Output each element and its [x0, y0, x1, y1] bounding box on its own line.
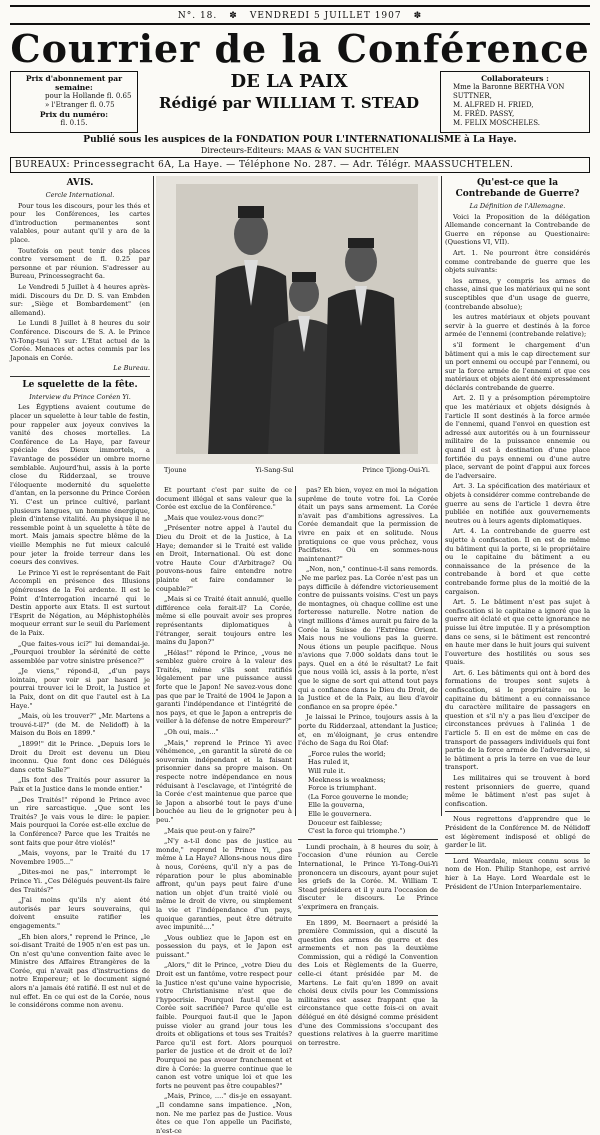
- paragraph: „1899!" dit le Prince. „Depuis lors le Droit du Droit est devenu un Dieu inconnu. Que font donc ces Délégués dans cette Salle?": [10, 740, 150, 774]
- paragraph: s'il forment le chargement d'un bâtiment qui a mis le cap directement sur un port ennemi ou occupé par l'ennemi, ou sur la force armée de l'ennemi et que ces matériaux et objets aient été expressément déclarés contrebande de guerre.: [445, 340, 591, 392]
- paragraph: Les Égyptiens avaient coutume de placer un squelette à leur table de festin, pour rappeler aux joyeux convives la vanité des choses mortelles. La Conférence de La Haye, par faveur spéciale des Dieux immortels, a l'avantage de posséder un ombre morne semblable. Aujourd'hui, assis à la porte close du Ridderzaal, se trouve l'éloquente modernité du squelette d'antan, en la personne du Prince Coréen Yi. C'est un prince cultivé, parlant plusieurs langues, un homme énergique, plein d'intense vitalité. Au physique il ne ressemble point à un squelette à tête de mort. Mais jamais spectre blême de la vieille Memphis ne fut mieux calculé pour jeter la froide terreur dans les coeurs des convives.: [10, 403, 150, 567]
- paragraph: Le Vendredi 5 Juillet à 4 heures après-midi. Discours du Dr. D. S. van Embden sur: „Siège et Bombardement" (en allemand).: [10, 282, 150, 317]
- paragraph: Les militaires qui se trouvent à bord restent prisonniers de guerre, quand même le bâtiment n'est pas sujet à confiscation.: [445, 774, 590, 808]
- column-4: [445, 176, 591, 891]
- poem-line: Meekness is weakness;: [308, 775, 386, 784]
- portrait-photo: [156, 176, 438, 464]
- poem-line: Will rule it.: [308, 767, 346, 775]
- column-2: [156, 486, 292, 1135]
- masthead-center: [138, 71, 440, 133]
- column-1: [10, 176, 150, 1010]
- paragraph: les autres matériaux et objets pouvant servir à la guerre et destinés à la force armée de l'ennemi (contrebande relative);: [445, 313, 590, 339]
- poem-line: Force is triumphant.: [308, 784, 377, 793]
- price-abroad: » l'Etranger fl. 0.75: [45, 101, 115, 109]
- caption-middle: Yi-Sang-Sul: [255, 466, 294, 474]
- paragraph: „N'y a-t-il donc pas de justice au monde," reprend le Prince Yi, „pas même à La Haye? Allons-nous nous dire à nous, Coréens, qu'il n'y a pas de réparation pour le plus abominable affront, qu'un pays peut faire d'une nation un objet d'un traité violé ou même le droit de vivre, ou simplement la vie et l'indépendance d'un pays, quoique garanties, peut être détruite avec impunité....": [156, 837, 292, 932]
- paragraph: „Mais, voyons, par le Traité du 17 Novembre 1905...": [10, 849, 150, 866]
- paragraph: En 1899, M. Beernaert a présidé la première Commission, qui a discuté la question des armes de guerre et des armements et non pas la deuxième Commission, qui a rédigé la Convention des Lois et Règlements de la Guerre, celle-ci étant présidée par M. de Martens. Le fait qu'en 1899 on avait choisi deux civils pour les Commissions militaires est assez frappant que la circonstance que cette fois-ci on avait délégué en été désigné comme président d'une des Commissions s'occupant des questions relatives à la guerre maritime on terrestre.: [298, 918, 438, 1047]
- ornament: ✽: [413, 11, 423, 21]
- article-title: Qu'est-ce que la Contrebande de Guerre?: [455, 178, 580, 199]
- offices-bar: BUREAUX: Princessegracht 6A, La Haye. — Téléphone No. 287. — Adr. Télégr. MAASSUCHTELEN.: [10, 157, 590, 173]
- collaborator: M. ALFRED H. FRIED,: [453, 101, 534, 109]
- paragraph: Le Prince Yi est le représentant de Fait Accompli en présence des Illusions généreuses de la Foi ardente. Il est le Point d'Interrogation incarné qui le Destin apporte aux Etats. Il est surtout l'Esprit de Négation, au Méphistophélès moqueur errant sur le seuil du Parlement de la Paix.: [10, 568, 150, 637]
- paragraph: Art. 1. Ne pourront être considérés comme contrebande de guerre que les objets suivants:: [445, 248, 590, 275]
- issue-number: N°. 18.: [177, 11, 218, 21]
- single-price-heading: Prix du numéro:: [39, 110, 109, 119]
- paragraph: les armes, y compris les armes de chasse, ainsi que les matériaux qui ne sont susceptibles que d'un usage de guerre, (contrebande absolue);: [445, 276, 590, 311]
- avis-title: AVIS.: [66, 178, 94, 188]
- paragraph: „Non, non," continue-t-il sans remords. „Ne me parlez pas. La Corée n'est pas un pays difficile à défendre victorieusement contre de puissants voisins. C'est un pays de montagnes, où chaque colline est une forteresse naturelle. Notre nation de vingt millions d'âmes aurait pu faire de la Corée la Suisse de l'Extrême Orient. Mais nous ne voulions pas la guerre. Nous étions un peuple pacifique. Nous n'avions que 7.000 soldats dans tout le pays. Quel en a été le résultat? Le fait que nous voilà ici, assis à la porte, n'est que le signe de sort qui attend tout pays qui a confiance dans le Dieu du Droit, de la Justice et de la Paix, au lieu d'avoir confiance en sa propre épée.": [298, 565, 438, 711]
- paragraph: „Des Traités!" répond le Prince avec un rire sarcastique. „Que sont les Traités? Je vais vous le dire: le papier. Mais pourquoi la Corée est-elle exclue de la Conférence? Parce que les Traités ne sont faits que pour être violés!": [10, 795, 150, 847]
- newspaper-subtitle: DE LA PAIX: [230, 71, 348, 92]
- caption-right: Prince Tjiong-Oui-Yi.: [362, 466, 430, 474]
- avis-subtitle: Cercle International.: [45, 191, 115, 199]
- photo-block: [156, 176, 438, 476]
- columns: [10, 176, 591, 1135]
- paragraph: Lundi prochain, à 8 heures du soir, à l'occasion d'une réunion au Cercle International, le Prince Yi-Tong-Oui-Yi prononcera un discours, ayant pour sujet les griefs de la Corée. M. William T. Stead présidera et il y aura l'occasion de discuter le discours. Le Prince s'exprimera en français.: [298, 842, 438, 911]
- single-price: fl. 0.15.: [60, 119, 88, 127]
- paragraph: Et pourtant c'est par suite de ce document illégal et sans valeur que la Corée est exclue de la Conférence.": [156, 486, 292, 512]
- masthead-subrow: [10, 71, 590, 133]
- paragraph: „Eh bien alors," reprend le Prince, „le soi-disant Traité de 1905 n'en est pas un. On n'est qu'une convention faite avec le Ministre des Affaires Étrangères de la Corée, qui n'avait pas d'instructions de notre Empereur; et le document signé alors n'a jamais été ratifié. Il est nul et de nul effet. En ce qui est de la Corée, nous le considérons comme non avenu.: [10, 932, 150, 1010]
- price-holland: pour la Hollande fl. 0.65: [45, 92, 132, 100]
- paragraph: Lord Weardale, mieux connu sous le nom de Hon. Philip Stanhope, est arrivé hier à La Haye. Lord Weardale est le Président de l'Union Interparlementaire.: [445, 856, 590, 891]
- paragraph: „Que faites-vous ici?" lui demandai-je. „Pourquoi troubler la sérénité de cette assemblée par votre sinistre présence?": [10, 639, 150, 665]
- article-subtitle: Interview du Prince Coréen Yi.: [29, 392, 131, 401]
- editor-line: Rédigé par WILLIAM T. STEAD: [159, 94, 419, 112]
- collaborators-box: [440, 71, 590, 133]
- paragraph: „Ils font des Traités pour assurer la Paix et la Justice dans le monde entier.": [10, 776, 150, 793]
- poem-line: Has ruled it,: [308, 758, 350, 767]
- poem-line: Douceur est faiblesse;: [308, 818, 383, 827]
- poem: [298, 750, 438, 836]
- poem-line: Elle la gouverna,: [308, 801, 365, 810]
- collaborators-heading: Collaborateurs :: [481, 74, 549, 83]
- paragraph: Toutefois on peut tenir des places contre versement de fl. 0.25 par personne et par réunion. S'adresser au Bureau, Princessegracht 6a.: [10, 246, 150, 281]
- paragraph: Art. 2. Il y a présomption péremptoire que les matériaux et objets désignés à l'article II sont destinés à la force armée de l'ennemi, quand l'envoi en question est adressé aux autorités ou à un fournisseur militaire de la puissance ennemie ou quand il est à destination d'une place fortifiée du pays ennemi ou d'une autre place, servant de point d'appui aux forces de l'adversaire.: [445, 394, 590, 480]
- rule: [10, 23, 590, 25]
- paragraph: Voici la Proposition de la délégation Allemande concernant la Contrebande de Guerre en réponse au Questionaire: (Questions VI, VII).: [445, 212, 590, 247]
- paragraph: „Mais, où les trouver?" „Mr. Martens a trouvé-t-il?" (de M. de Nelidoff) à la Maison du Bois en 1899.": [10, 712, 150, 738]
- column-divider: [295, 486, 296, 816]
- paragraph: „Je viens," répond-il, „d'un pays lointain, pour voir si par hasard je pourrai trouver ici le Droit, la Justice et la Paix, dont on dit que l'autel est à La Haye.": [10, 667, 150, 710]
- caption-left: Tjoune: [164, 466, 187, 474]
- paragraph: „Dites-moi ne pas," interrompt le Prince Yi. „Ces Délégués peuvent-ils faire des Traités?": [10, 868, 150, 894]
- divider: [445, 811, 590, 812]
- collaborator: M. FRÉD. PASSY,: [453, 110, 515, 118]
- paragraph: Art. 4. La contrebande de guerre est sujette à confiscation. Il en est de même du bâtiment qui la porte, si le propriétaire ou le capitaine du bâtiment a eu connaissance de la présence de la contrebande à bord et que cette contrebande forme plus de la moitié de la cargaison.: [445, 527, 590, 596]
- photo-caption: [156, 466, 438, 474]
- signature: Le Bureau.: [113, 364, 150, 373]
- paragraph: „Mais que voulez-vous donc?": [164, 513, 264, 522]
- paragraph: Le Lundi 8 Juillet à 8 heures du soir Conférence. Discours de S. A. le Prince Yi-Tong-tsui Yi sur: L'Etat actuel de la Corée. Menaces et actes commis par les Japonais en Corée.: [10, 319, 150, 362]
- paragraph: Nous regrettons d'apprendre que le Président de la Conférence M. de Nélidoff est légèrement indisposé et obligé de garder le lit.: [445, 815, 590, 850]
- paragraph: „Vous oubliez que le Japon est en possession du pays, et le Japon est puissant.": [156, 933, 292, 959]
- newspaper-title: Courrier de la Conférence: [10, 26, 590, 71]
- subscription-heading: Prix d'abonnement par semaine:: [25, 74, 123, 92]
- paragraph: „Hélas!" répond le Prince, „vous ne semblez guère croire à la valeur des Traités, même s'ils sont ratifiés légalement par une puissance aussi forte que le Japon! Ne savez-vous donc pas que par le Traité de 1904 le Japon a garanti l'indépendance et l'intégrité de nos pays, et que le Japon a entrepris de veiller à la défense de notre Empereur?": [156, 648, 292, 726]
- newspaper-page: [10, 5, 591, 1135]
- divider: [10, 376, 150, 377]
- divider: [298, 915, 438, 916]
- publisher-line: Publié sous les auspices de la FONDATION POUR L'INTERNATIONALISME à La Haye.: [83, 135, 517, 145]
- column-divider: [441, 176, 442, 816]
- issue-date: VENDREDI 5 JUILLET 1907: [249, 11, 402, 21]
- divider: [298, 839, 438, 840]
- collaborator: Mme la Baronne BERTHA VON SUTTNER,: [453, 83, 565, 100]
- paragraph: „Présenter notre appel à l'autel du Dieu du Droit et de la Justice, à La Haye; demander si le Traité est valide en Droit, International. Où est donc votre Haute Cour d'Arbitrage? Où pouvons-nous faire entendre notre plainte et faire condamner le coupable?": [156, 524, 292, 593]
- paragraph: „Mais," reprend le Prince Yi avec véhémence, „en garantit la sûreté de ce souverain indépendant et la faisant prisonnier dans sa propre maison. On respecte notre indépendance en nous réduisant à l'esclavage, et l'intégrité de la Corée c'est maintenue que parce que le Japon a absorbé tout le pays d'une bouchée au lieu de le grignoter peu à peu.": [156, 738, 292, 824]
- top-rule: [10, 5, 590, 7]
- paragraph: „Alors," dit le Prince, „votre Dieu du Droit est un fantôme, votre respect pour la Justice n'est qu'une vaine hypocrisie, votre Christianisme n'est que de l'hypocrisie. Pourquoi faut-il que la Corée soit sacrifiée? Parce qu'elle est faible. Pourquoi faut-il que le Japon puisse violer au grand jour tous les droits et obligations et tous ses Traités? Parce qu'il est fort. Alors pourquoi parler de justice et de droit et de loi? Pourquoi ne pas avouer franchement et dire à Corée: la guerre continue que le canon est votre unique loi et que les forts ne peuvent pas être coupables?": [156, 961, 292, 1090]
- article-title: Le squelette de la fête.: [22, 379, 138, 390]
- collaborator: M. FELIX MOSCHELES.: [453, 119, 541, 127]
- paragraph: Art. 3. La spécification des matériaux et objets à considérer comme contrebande de guerre au sens de l'article 1 devra être publiée en notifiée aux gouvernements neutres ou à leurs agents diplomatiques.: [445, 482, 590, 525]
- poem-line: C'est la force qui triomphe."): [308, 827, 406, 836]
- column-3: [298, 486, 438, 1047]
- paragraph: „Mais, Prince, ...." dis-je en essayant. „Il condamne sans impatience. „Non, non. Ne me parlez pas de Justice. Vous êtes ce que l'on appelle un Pacifiste, n'est-ce: [156, 1092, 292, 1135]
- poem-line: „Force rules the world;: [308, 749, 386, 758]
- ornament: ✽: [229, 11, 238, 21]
- subscription-box: [10, 71, 138, 133]
- paragraph: „J'ai moins qu'ils n'y aient été autorisés par leurs souverains, qui doivent ensuite ratifier les engagements.": [10, 896, 150, 930]
- paragraph: „Oh oui, mais...": [164, 728, 219, 737]
- paragraph: Je laissai le Prince, toujours assis à la porte du Ridderzaal, attendant la Justice; et, en m'éloignant, je crus entendre l'écho de Saga du Roi Olaf:: [298, 713, 438, 748]
- directors-line: Directeurs-Editeurs: MAAS & VAN SUCHTELEN: [200, 146, 400, 155]
- poem-line: Elle le gouvernera.: [308, 809, 372, 818]
- paragraph: Art. 6. Les bâtiments qui ont à bord des formations de troupes sont sujets à confiscation, si le propriétaire ou le capitaine du bâtiment a eu connaissance du caractère militaire de passagers en question et s'il n'y a pas lieu d'exciper de circonstances prévues à l'alinéa 1 de l'article 5. Il en est de même en cas de transport de passagers individuels qui font partie de la force armée de l'adversaire, si le bâtiment a pris la terre en vue de leur transport.: [445, 668, 590, 772]
- paragraph: „Mais que peut-on y faire?": [164, 826, 256, 835]
- article-subtitle: La Définition de l'Allemagne.: [469, 202, 566, 210]
- paragraph: Art. 5. Le bâtiment n'est pas sujet à confiscation si le capitaine a ignoré que la guerre ait éclaté et que cette ignorance ne puisse lui être imputée. Il y a présomption dans ce sens, si le bâtiment est rencontré en haute mer dans le huit jours qui suivent l'ouverture des hostilités ou sous ses quais.: [445, 598, 590, 667]
- paragraph: pas? Eh bien, voyez en moi la négation suprême de toute votre foi. La Corée était un pays sans armement. La Corée n'avait pas d'ambitions agressives. La Corée demandait que la permission de vivre en paix et en solitude. Nous pratiquions ce que vous prêchez, vous Pacifistes. Où en sommes-nous maintenant?": [298, 486, 438, 563]
- column-divider: [153, 176, 154, 816]
- divider: [445, 853, 590, 854]
- paragraph: „Mais si ce Traité était annulé, quelle différence cela ferait-il? La Corée, même si elle pouvait avoir ses propres représentants diplomatiques à l'étranger, serait toujours entre les mains du Japon?": [156, 595, 292, 647]
- paragraph: Pour tous les discours, pour les thés et pour les Conférences, les cartes d'introduction permanentes sont valables, pour autant qu'il y ara de la place.: [10, 201, 150, 244]
- issue-bar: [10, 9, 590, 23]
- poem-line: (La Force gouverne le monde;: [308, 792, 409, 801]
